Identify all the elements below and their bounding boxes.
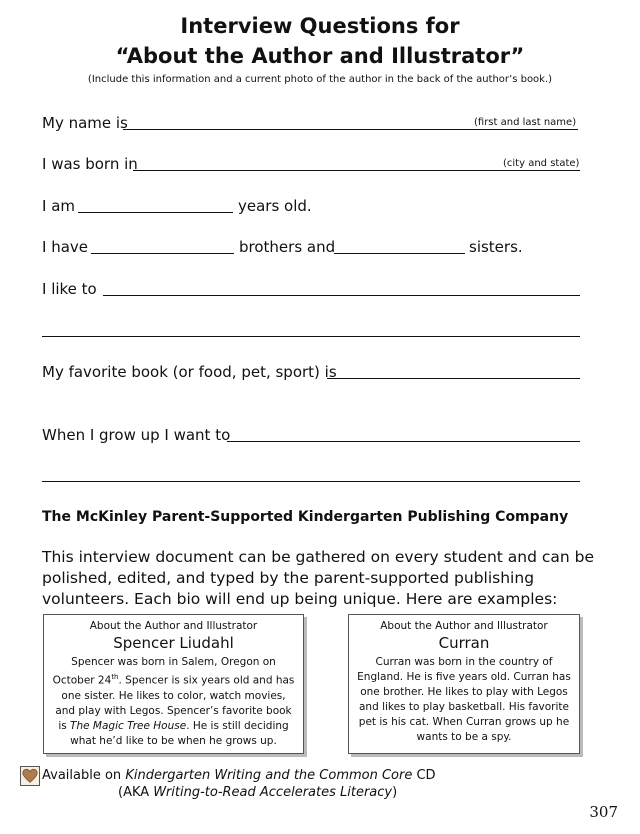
question-siblings: I have (42, 238, 88, 256)
question-born: I was born in (42, 155, 138, 173)
example-heading: About the Author and Illustrator (380, 620, 548, 632)
sisters-answer-line[interactable] (334, 253, 465, 254)
grow-up-answer-line-1[interactable] (227, 441, 580, 442)
example-name: Curran (438, 634, 490, 652)
heart-icon (20, 766, 40, 786)
born-hint: (city and state) (503, 158, 580, 169)
instruction-note: (Include this information and a current photo of the author in the back of the author’s book.) (87, 74, 553, 85)
question-like: I like to (42, 280, 97, 298)
name-hint: (first and last name) (474, 117, 577, 128)
like-answer-line-1[interactable] (103, 295, 580, 296)
question-grow-up: When I grow up I want to (42, 426, 231, 444)
availability-line: Available on Kindergarten Writing and the Common Core CD (42, 768, 436, 783)
question-siblings-suffix: sisters. (469, 238, 523, 256)
like-answer-line-2[interactable] (42, 336, 580, 337)
age-answer-line[interactable] (78, 212, 233, 213)
example-bio-curran (348, 614, 580, 754)
example-heading: About the Author and Illustrator (89, 620, 258, 632)
title-line-1: Interview Questions for (180, 14, 460, 38)
question-siblings-mid: brothers and (239, 238, 336, 256)
page-number: 307 (589, 803, 618, 821)
example-text: Curran was born in the country of England. He is five years old. Curran has one brother. He likes to play with Legos and likes to play basketball. His favorite pet is his cat. When Curran grows up he wants to be a spy. (357, 656, 571, 743)
question-age: I am (42, 197, 75, 215)
example-text: Spencer was born in Salem, Oregon on October 24th. Spencer is six years old and has one sister. He likes to color, watch movies, and play with Legos. Spencer’s favorite book is The Magic Tree House. He is still deciding what he’d like to be when he grows up. (52, 656, 295, 747)
brothers-answer-line[interactable] (91, 253, 234, 254)
grow-up-answer-line-2[interactable] (42, 481, 580, 482)
question-name: My name is (42, 114, 128, 132)
example-name: Spencer Liudahl (113, 634, 234, 652)
born-answer-line[interactable] (133, 170, 580, 171)
example-bio-spencer (43, 614, 304, 754)
name-answer-line[interactable] (123, 129, 578, 130)
intro-paragraph: This interview document can be gathered on every student and can be polished, edited, and typed by the parent-supported publishing volunteers. Each bio will end up being unique. Here are examples: (42, 548, 595, 608)
aka-line: (AKA Writing-to-Read Accelerates Literacy) (118, 785, 398, 800)
company-heading: The McKinley Parent-Supported Kindergarten Publishing Company (42, 509, 569, 525)
question-favorite: My favorite book (or food, pet, sport) is (42, 363, 337, 381)
title-line-2: “About the Author and Illustrator” (115, 44, 525, 68)
question-age-suffix: years old. (238, 197, 312, 215)
favorite-answer-line[interactable] (327, 378, 580, 379)
